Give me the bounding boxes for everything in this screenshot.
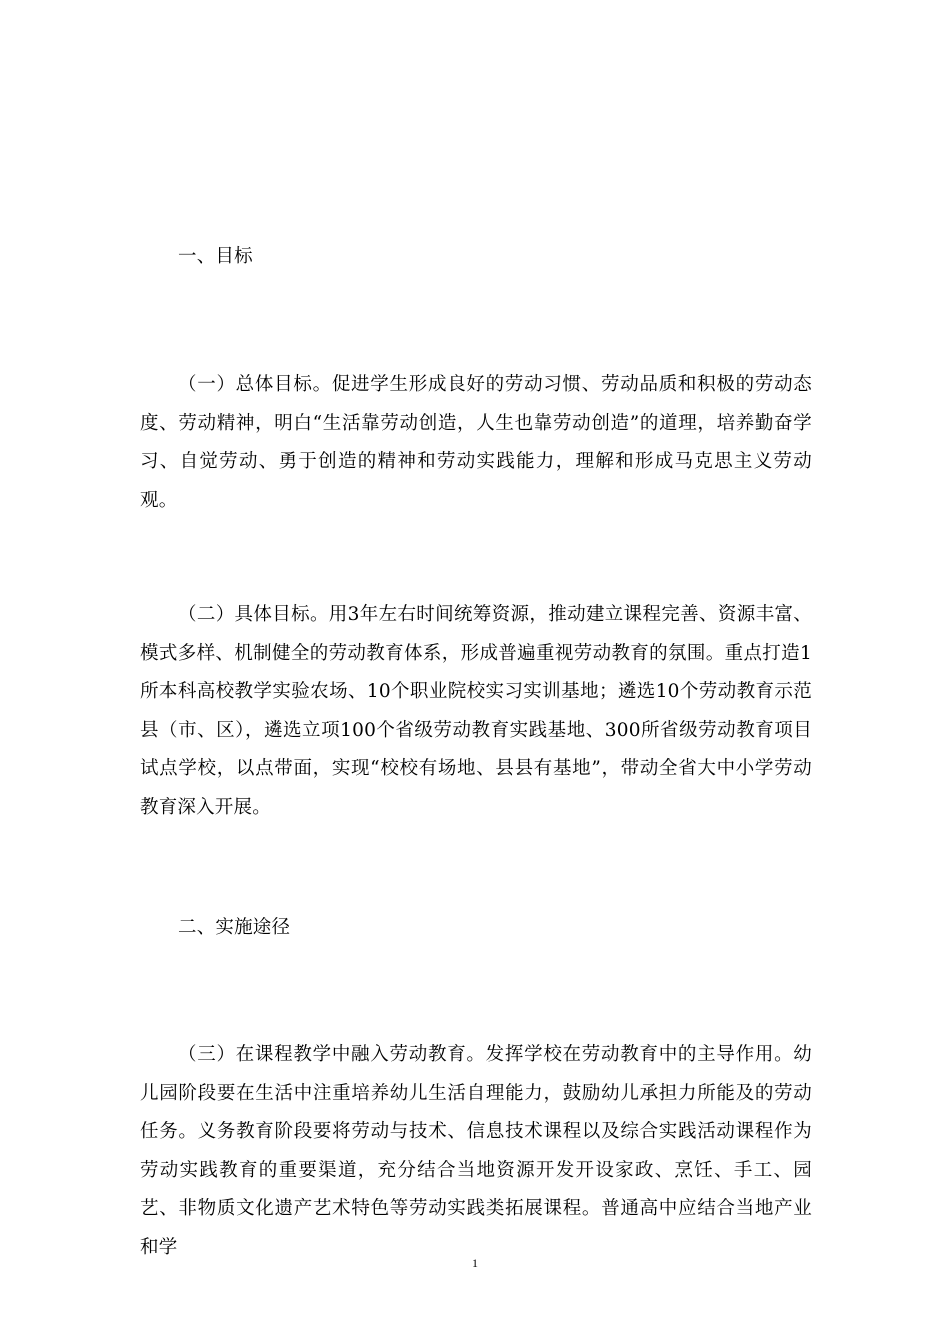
- section-heading-goals: 一、目标: [178, 246, 253, 267]
- section-heading-implementation: 二、实施途径: [178, 917, 291, 938]
- paragraph-overall-goal: （一）总体目标。促进学生形成良好的劳动习惯、劳动品质和积极的劳动态度、劳动精神，明白“生活靠劳动创造，人生也靠劳动创造”的道理，培养勤奋学习、自觉劳动、勇于创造的精神和劳动实践能力，理解和形成马克思主义劳动观。: [140, 374, 812, 511]
- page-number: 1: [472, 1256, 478, 1270]
- paragraph-course-teaching: （三）在课程教学中融入劳动教育。发挥学校在劳动教育中的主导作用。幼儿园阶段要在生活中注重培养幼儿生活自理能力，鼓励幼儿承担力所能及的劳动任务。义务教育阶段要将劳动与技术、信息技术课程以及综合实践活动课程作为劳动实践教育的重要渠道，充分结合当地资源开发开设家政、烹饪、手工、园艺、非物质文化遗产艺术特色等劳动实践类拓展课程。普通高中应结合当地产业和学: [140, 1044, 812, 1258]
- paragraph-specific-goals: （二）具体目标。用3年左右时间统筹资源，推动建立课程完善、资源丰富、模式多样、机制健全的劳动教育体系，形成普遍重视劳动教育的氛围。重点打造1所本科高校教学实验农场、10个职业院校实习实训基地；遴选10个劳动教育示范县（市、区），遴选立项100个省级劳动教育实践基地、300所省级劳动教育项目试点学校，以点带面，实现“校校有场地、县县有基地”，带动全省大中小学劳动教育深入开展。: [140, 604, 812, 818]
